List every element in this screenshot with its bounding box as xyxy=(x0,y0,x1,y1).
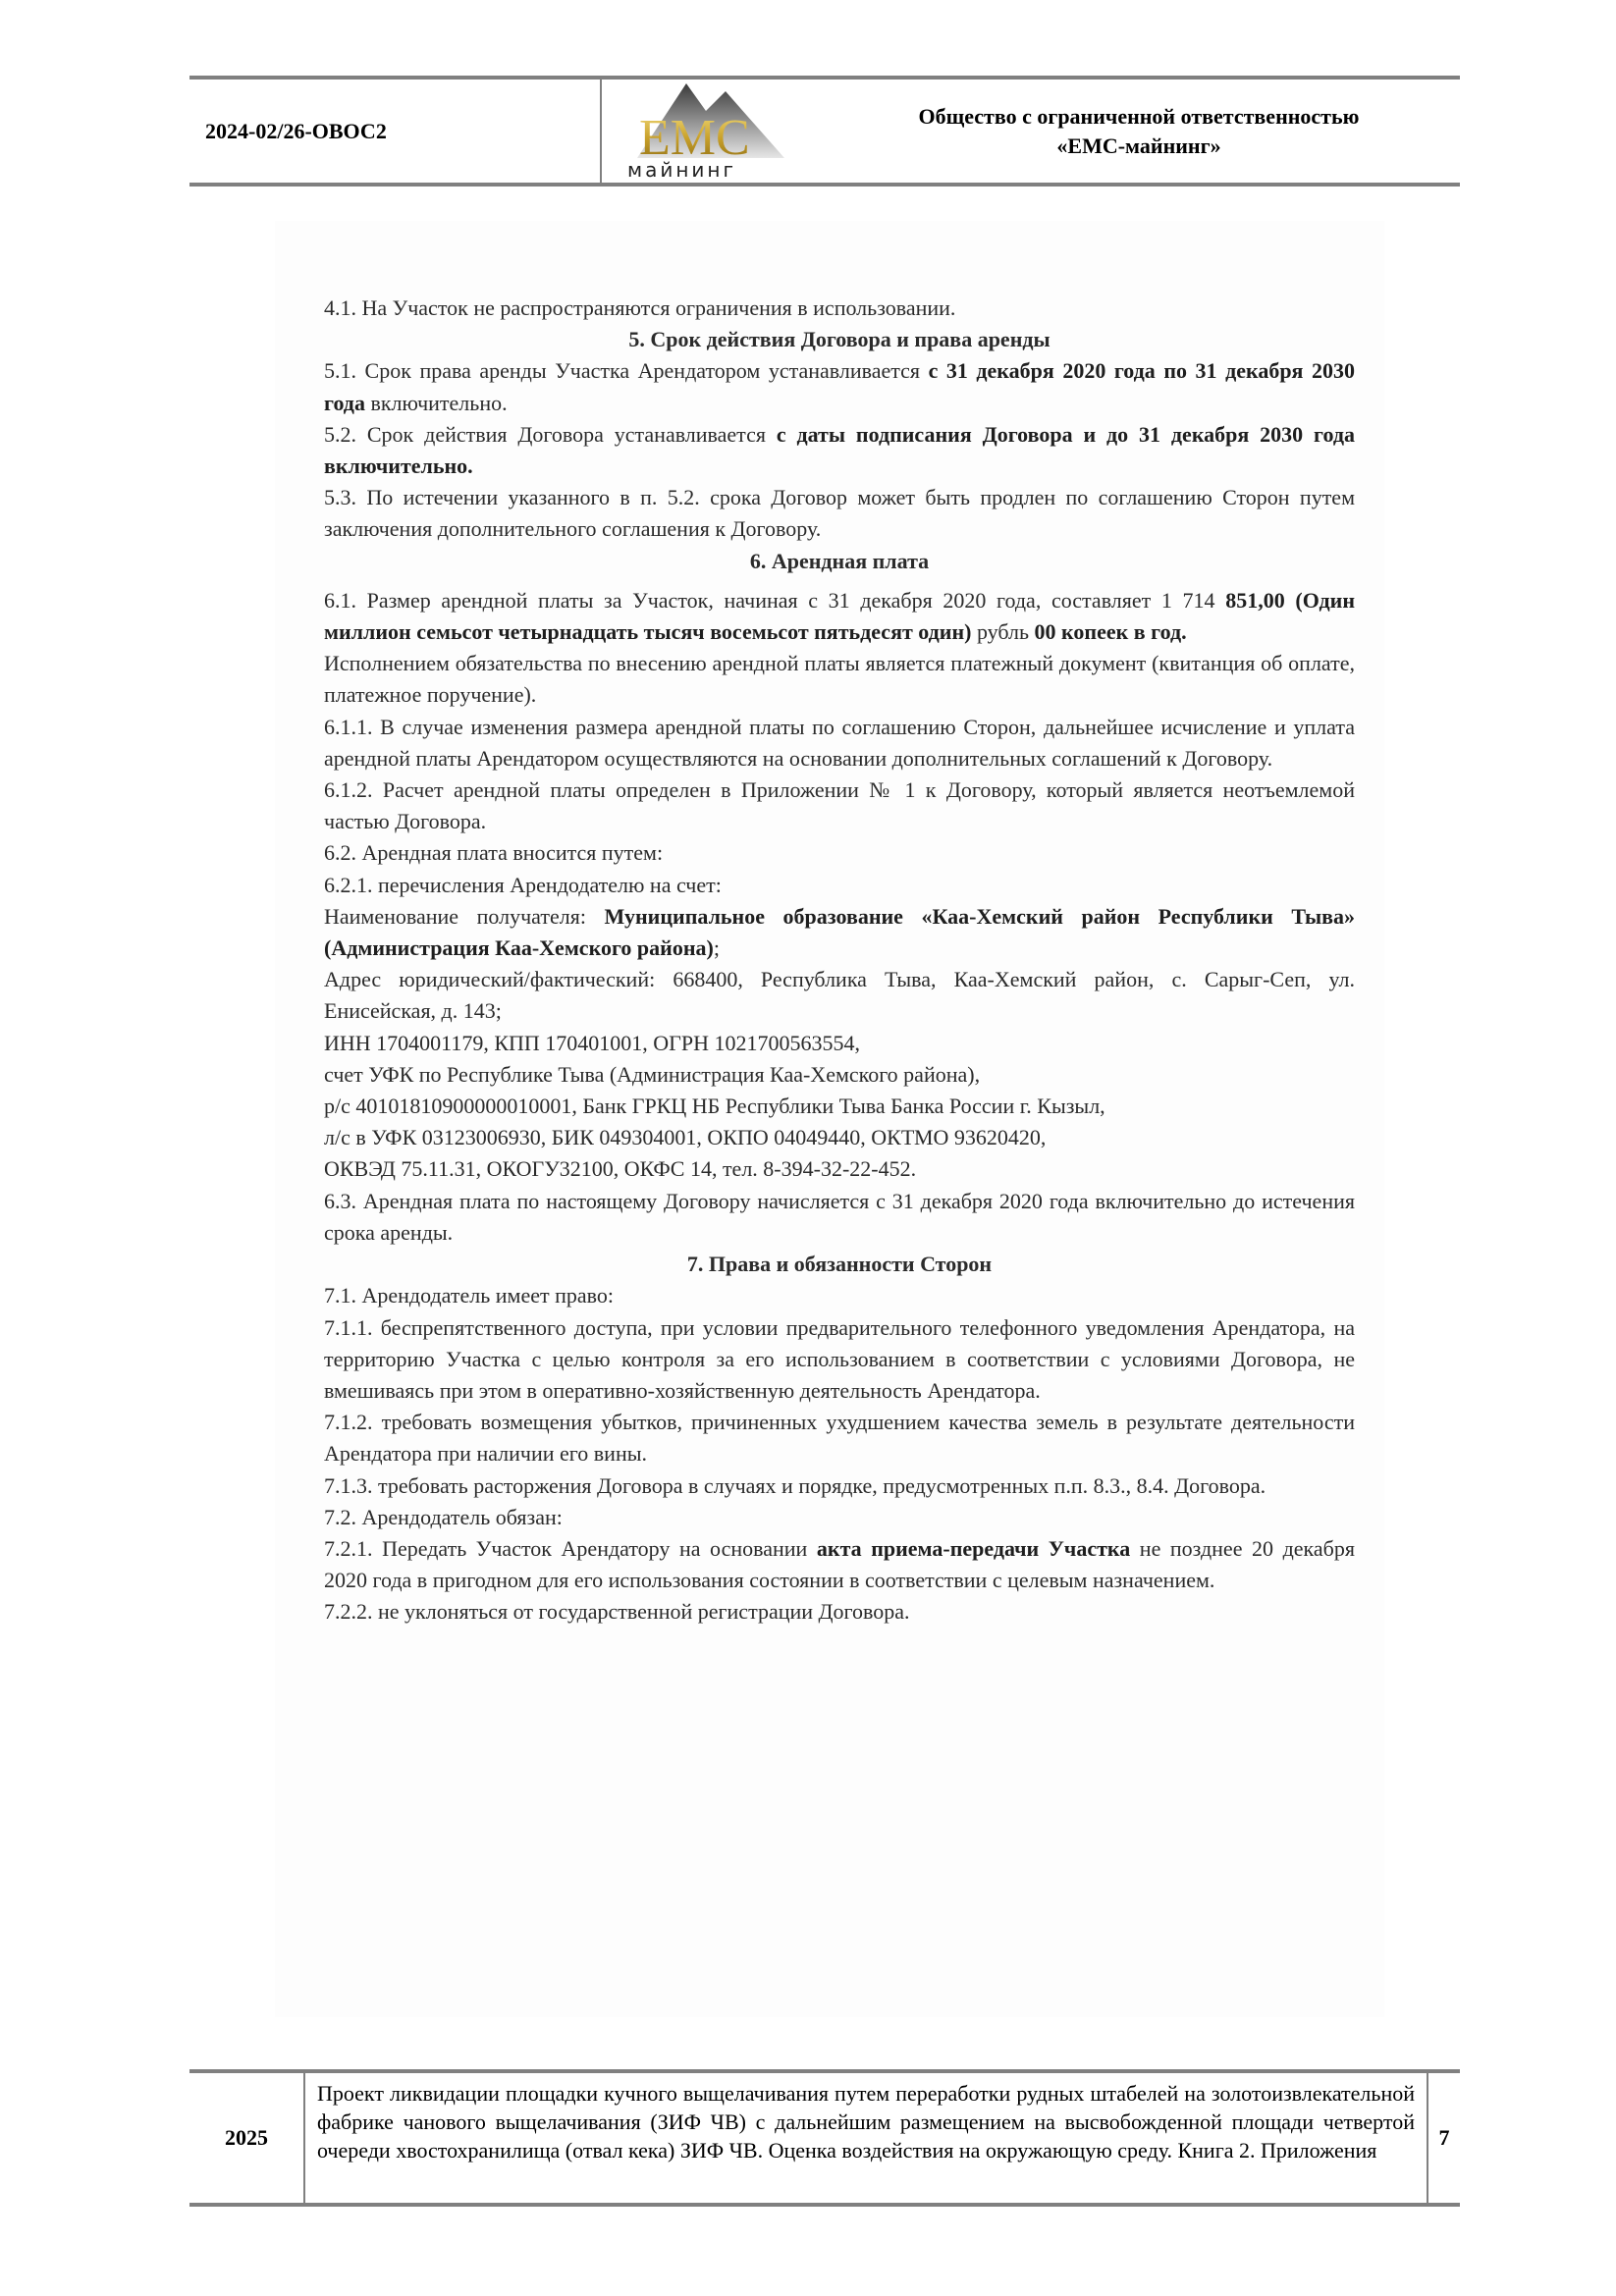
company-logo xyxy=(602,80,818,183)
recipient-address: Адрес юридический/фактический: 668400, Республика Тыва, Каа-Хемский район, с. Сарыг-Сеп, ул. Енисейская, д. 143; xyxy=(324,967,1355,1024)
clause-7-2: 7.2. Арендодатель обязан: xyxy=(324,1504,563,1529)
clause-6-2-1: 6.2.1. перечисления Арендодателю на счет: xyxy=(324,872,722,897)
company-name-line1: Общество с ограниченной ответственностью xyxy=(918,103,1360,129)
company-name-line2: «ЕМС-майнинг» xyxy=(1056,133,1221,158)
logo-wordmark: майнинг xyxy=(627,158,736,182)
clause-7-1: 7.1. Арендодатель имеет право: xyxy=(324,1283,614,1308)
clause-5-2: 5.2. Срок действия Договора устанавливается с даты подписания Договора и до 31 декабря 2030 года включительно. xyxy=(324,421,1355,479)
clause-6-3: 6.3. Арендная плата по настоящему Договору начисляется с 31 декабря 2020 года включительно до истечения срока аренды. xyxy=(324,1188,1355,1245)
company-name xyxy=(818,80,1460,183)
recipient-ufk: счет УФК по Республике Тыва (Администрация Каа-Хемского района), xyxy=(324,1061,981,1087)
clause-6-2: 6.2. Арендная плата вносится путем: xyxy=(324,840,664,866)
section-heading-5: 5. Срок действия Договора и права аренды xyxy=(628,327,1050,352)
clause-6-1-2: 6.1.2. Расчет арендной платы определен в Приложении № 1 к Договору, который является неотъемлемой частью Договора. xyxy=(324,777,1355,834)
clause-7-1-3: 7.1.3. требовать расторжения Договора в случаях и порядке, предусмотренных п.п. 8.3., 8.4. Договора. xyxy=(324,1472,1266,1498)
recipient-inn: ИНН 1704001179, КПП 170401001, ОГРН 1021700563554, xyxy=(324,1030,861,1055)
clause-7-2-1: 7.2.1. Передать Участок Арендатору на основании акта приема-передачи Участка не позднее 20 декабря 2020 года в пригодном для его использования состоянии в соответствии с целевым назначением. xyxy=(324,1535,1355,1593)
clause-7-1-2: 7.1.2. требовать возмещения убытков, причиненных ухудшением качества земель в результате деятельности Арендатора при наличии его вины. xyxy=(324,1410,1355,1467)
recipient-okved: ОКВЭД 75.11.31, ОКОГУ32100, ОКФС 14, тел. 8-394-32-22-452. xyxy=(324,1156,917,1182)
page-number: 7 xyxy=(1438,2125,1450,2150)
clause-6-1-payment-doc: Исполнением обязательства по внесению арендной платы является платежный документ (квитанция об оплате, платежное поручение). xyxy=(324,651,1355,708)
clause-7-1-1: 7.1.1. беспрепятственного доступа, при условии предварительного телефонного уведомления Арендатора, на территорию Участка с целью контроля за его использованием в соответствии с условиями Договора, не вмешиваясь при этом в оперативно-хозяйственную деятельность Арендатора. xyxy=(324,1314,1355,1403)
clause-5-1: 5.1. Срок права аренды Участка Арендатором устанавливается с 31 декабря 2020 года по 31 декабря 2030 года включительно. xyxy=(324,358,1355,415)
section-heading-6: 6. Арендная плата xyxy=(749,548,930,573)
clause-4-1: 4.1. На Участок не распространяются ограничения в использовании. xyxy=(324,295,956,320)
clause-6-1: 6.1. Размер арендной платы за Участок, начиная с 31 декабря 2020 года, составляет 1 714 851,00 (Один миллион семьсот четырнадцать тысяч восемьсот пятьдесят один) рубль 00 копеек в год. xyxy=(324,587,1355,645)
clause-5-3: 5.3. По истечении указанного в п. 5.2. срока Договор может быть продлен по соглашению Сторон путем заключения дополнительного соглашения к Договору. xyxy=(324,485,1355,542)
recipient-ls: л/с в УФК 03123006930, БИК 049304001, ОКПО 04049440, ОКТМО 93620420, xyxy=(324,1125,1047,1150)
document-code: 2024-02/26-ОВОС2 xyxy=(189,80,602,183)
footer-project-title: Проект ликвидации площадки кучного выщелачивания путем переработки рудных штабелей на золотоизвлекательной фабрике чанового выщелачивания (ЗИФ ЧВ) с дальнейшим размещением на высвобожденной площади четвертой очереди хвостохранилища (отвал кека) ЗИФ ЧВ. Оценка воздействия на окружающую среду. Книга 2. Приложения xyxy=(305,2073,1428,2203)
page-header xyxy=(189,76,1460,187)
clause-6-1-1: 6.1.1. В случае изменения размера арендной платы по соглашению Сторон, дальнейшее исчисление и уплата арендной платы Арендатором осуществляются на основании дополнительных соглашений к Договору. xyxy=(324,714,1355,771)
clause-7-2-2: 7.2.2. не уклоняться от государственной регистрации Договора. xyxy=(324,1599,910,1625)
logo-letters: ЕМС xyxy=(639,110,750,160)
recipient-account: р/с 40101810900000010001, Банк ГРКЦ НБ Республики Тыва Банка России г. Кызыл, xyxy=(324,1094,1105,1119)
document-body xyxy=(324,293,1355,1629)
recipient-name: Наименование получателя: Муниципальное образование «Каа-Хемский район Республики Тыва» (Администрация Каа-Хемского района); xyxy=(324,903,1356,961)
page-footer xyxy=(189,2069,1460,2207)
footer-year: 2025 xyxy=(189,2073,305,2203)
mountain-logo-icon xyxy=(618,81,804,160)
section-heading-7: 7. Права и обязанности Сторон xyxy=(686,1252,993,1277)
